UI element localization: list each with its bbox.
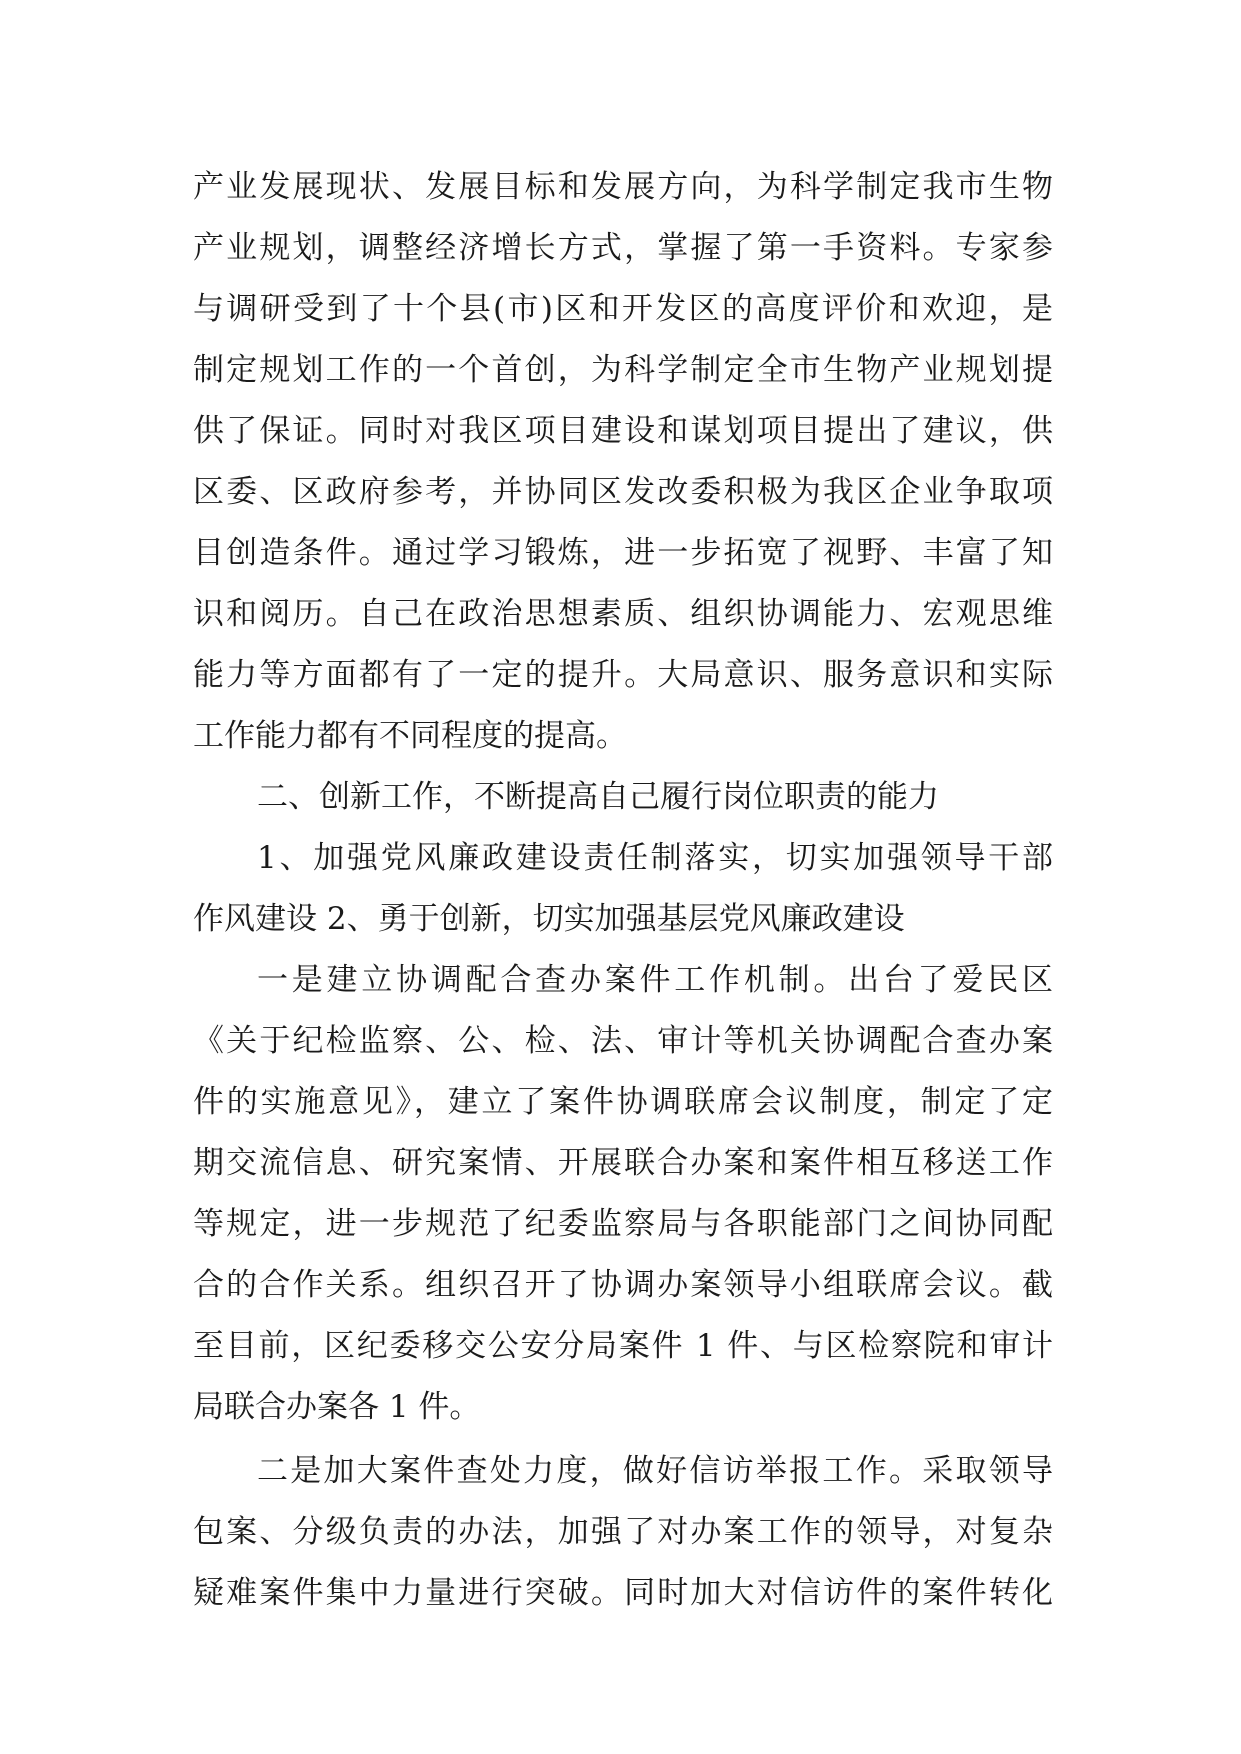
text-line: 与调研受到了十个县(市)区和开发区的高度评价和欢迎，是	[193, 291, 1053, 327]
section-heading-innovation	[193, 767, 1053, 828]
text-line: 包案、分级负责的办法，加强了对办案工作的领导，对复杂	[193, 1514, 1053, 1550]
text-line: 制定规划工作的一个首创，为科学制定全市生物产业规划提	[193, 352, 1053, 388]
text-line: 目创造条件。通过学习锻炼，进一步拓宽了视野、丰富了知	[193, 535, 1053, 571]
text-line: 期交流信息、研究案情、开展联合办案和案件相互移送工作	[193, 1145, 1053, 1181]
text-line: 疑难案件集中力量进行突破。同时加大对信访件的案件转化	[193, 1575, 1053, 1611]
document-body	[193, 157, 1053, 1624]
text-line: 二是加大案件查处力度，做好信访举报工作。采取领导	[257, 1453, 1053, 1489]
text-line: 作风建设 2、勇于创新，切实加强基层党风廉政建设	[193, 901, 905, 937]
text-line: 一是建立协调配合查办案件工作机制。出台了爱民区	[257, 962, 1053, 998]
text-line: 供了保证。同时对我区项目建设和谋划项目提出了建议，供	[193, 413, 1053, 449]
section-heading: 二、创新工作，不断提高自己履行岗位职责的能力	[257, 779, 939, 815]
paragraph-industry-research	[193, 157, 1053, 767]
paragraph-coordination-mechanism	[193, 950, 1053, 1438]
text-line: 局联合办案各 1 件。	[193, 1389, 481, 1425]
text-line: 产业规划，调整经济增长方式，掌握了第一手资料。专家参	[193, 230, 1053, 266]
text-line: 《关于纪检监察、公、检、法、审计等机关协调配合查办案	[193, 1023, 1053, 1059]
paragraph-case-investigation	[193, 1441, 1053, 1624]
paragraph-party-conduct	[193, 828, 1053, 950]
text-line: 件的实施意见》，建立了案件协调联席会议制度，制定了定	[193, 1084, 1053, 1120]
text-line: 1、加强党风廉政建设责任制落实，切实加强领导干部	[257, 840, 1053, 876]
text-line: 工作能力都有不同程度的提高。	[193, 718, 627, 754]
text-line: 识和阅历。自己在政治思想素质、组织协调能力、宏观思维	[193, 596, 1053, 632]
text-line: 区委、区政府参考，并协同区发改委积极为我区企业争取项	[193, 474, 1053, 510]
text-line: 至目前，区纪委移交公安分局案件 1 件、与区检察院和审计	[193, 1328, 1053, 1364]
text-line: 等规定，进一步规范了纪委监察局与各职能部门之间协同配	[193, 1206, 1053, 1242]
text-line: 产业发展现状、发展目标和发展方向，为科学制定我市生物	[193, 169, 1053, 205]
text-line: 能力等方面都有了一定的提升。大局意识、服务意识和实际	[193, 657, 1053, 693]
text-line: 合的合作关系。组织召开了协调办案领导小组联席会议。截	[193, 1267, 1053, 1303]
